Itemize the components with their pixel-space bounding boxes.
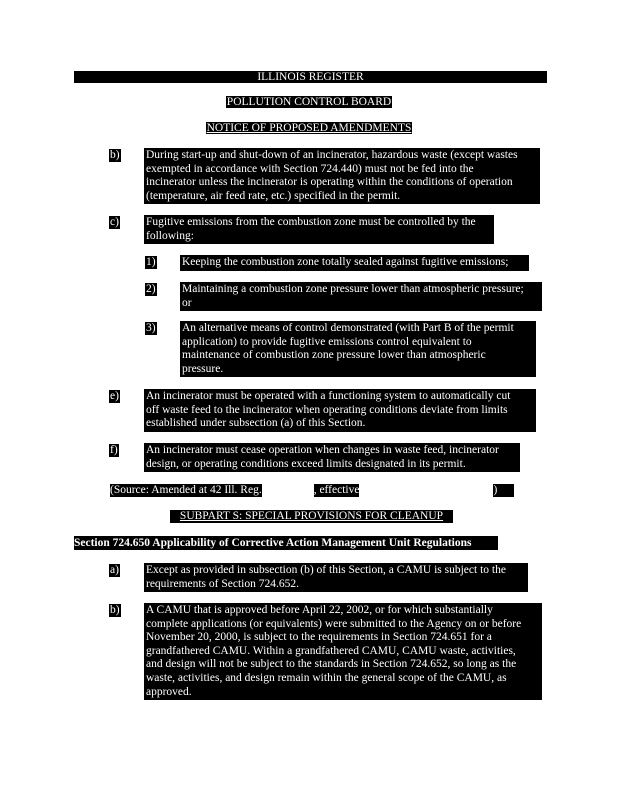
- item-a-text: [144, 563, 528, 592]
- item-b2-line-6: waste, activities, and design remain within the general scope of the CAMU, as: [146, 671, 507, 684]
- item-a-line-2: requirements of Section 724.652.: [146, 577, 299, 590]
- source-blank-reg: [262, 484, 314, 497]
- item-b-label: b): [110, 149, 120, 161]
- item-3-label: 3): [146, 322, 156, 334]
- item-c-line-2: following:: [146, 229, 194, 242]
- source-note: [110, 484, 514, 497]
- item-2-text: [180, 282, 542, 311]
- item-b2-text: [144, 603, 542, 700]
- board-header: [219, 96, 399, 109]
- section-heading: Section 724.650 Applicability of Corrective Action Management Unit Regulations: [74, 536, 498, 550]
- source-prefix: (Source: Amended at 42 Ill. Reg.: [110, 484, 262, 496]
- source-blank-date: [359, 484, 493, 497]
- item-b2-line-5: and design will not be subject to the standards in Section 724.652, so long as the: [146, 658, 517, 671]
- item-3-text: [180, 321, 536, 377]
- item-2-label: 2): [146, 283, 156, 295]
- item-3-line-2: application) to provide fugitive emissions control equivalent to: [182, 335, 472, 348]
- item-b-line-2: exempted in accordance with Section 724.440) must not be fed into the: [146, 162, 474, 175]
- item-b2-line-2: complete applications (or equivalents) were submitted to the Agency on or before: [146, 617, 522, 630]
- item-b2-line-4: grandfathered CAMU. Within a grandfathered CAMU, CAMU waste, activities,: [146, 644, 516, 657]
- item-b-text: [144, 148, 540, 204]
- register-title: ILLINOIS REGISTER: [257, 71, 364, 83]
- item-b-line-4: (temperature, air feed rate, etc.) specified in the permit.: [146, 189, 401, 202]
- item-3-line-1: An alternative means of control demonstrated (with Part B of the permit: [182, 322, 514, 334]
- source-close: ): [493, 484, 498, 496]
- notice-title: NOTICE OF PROPOSED AMENDMENTS: [206, 122, 412, 134]
- item-b-line-1: During start-up and shut-down of an incinerator, hazardous waste (except wastes: [146, 149, 518, 161]
- item-e-line-3: established under subsection (a) of this Section.: [146, 417, 366, 430]
- source-effective: , effective: [313, 484, 360, 496]
- item-e-line-2: off waste feed to the incinerator when operating conditions deviate from limits: [146, 403, 508, 416]
- item-1-text: [180, 255, 529, 271]
- item-3-line-4: pressure.: [182, 362, 224, 375]
- item-b2-line-1: A CAMU that is approved before April 22, 2002, or for which substantially: [146, 604, 493, 616]
- item-a-label: a): [110, 564, 119, 576]
- item-e-label: e): [110, 390, 119, 402]
- item-e-line-1: An incinerator must be operated with a functioning system to automatically cut: [146, 390, 511, 402]
- item-f-text: [144, 443, 520, 472]
- item-c-label: c): [110, 216, 119, 228]
- item-a-line-1: Except as provided in subsection (b) of this Section, a CAMU is subject to the: [146, 564, 506, 576]
- item-e-text: [144, 389, 536, 432]
- item-f-line-2: design, or operating conditions exceed limits designated in its permit.: [146, 457, 466, 470]
- item-b-line-3: incinerator unless the incinerator is operating within the conditions of operation: [146, 176, 513, 189]
- board-title: POLLUTION CONTROL BOARD: [226, 96, 392, 108]
- register-header: [74, 71, 547, 83]
- item-c-line-1: Fugitive emissions from the combustion zone must be controlled by the: [146, 216, 476, 228]
- item-3-line-3: maintenance of combustion zone pressure lower than atmospheric: [182, 349, 486, 362]
- item-1-line-1: Keeping the combustion zone totally sealed against fugitive emissions;: [182, 256, 509, 268]
- subpart-heading: SUBPART S: SPECIAL PROVISIONS FOR CLEANUP: [170, 510, 453, 523]
- item-2-line-1: Maintaining a combustion zone pressure lower than atmospheric pressure;: [182, 283, 524, 295]
- item-1-label: 1): [146, 256, 156, 268]
- item-c-text: [144, 215, 494, 244]
- item-b2-line-7: approved.: [146, 685, 192, 698]
- item-f-line-1: An incinerator must cease operation when changes in waste feed, incinerator: [146, 444, 499, 456]
- notice-header: [198, 122, 420, 135]
- item-f-label: f): [110, 444, 118, 456]
- item-2-line-2: or: [182, 296, 192, 309]
- item-b2-line-3: November 20, 2000, is subject to the requirements in Section 724.651 for a: [146, 631, 492, 644]
- item-b2-label: b): [110, 604, 120, 616]
